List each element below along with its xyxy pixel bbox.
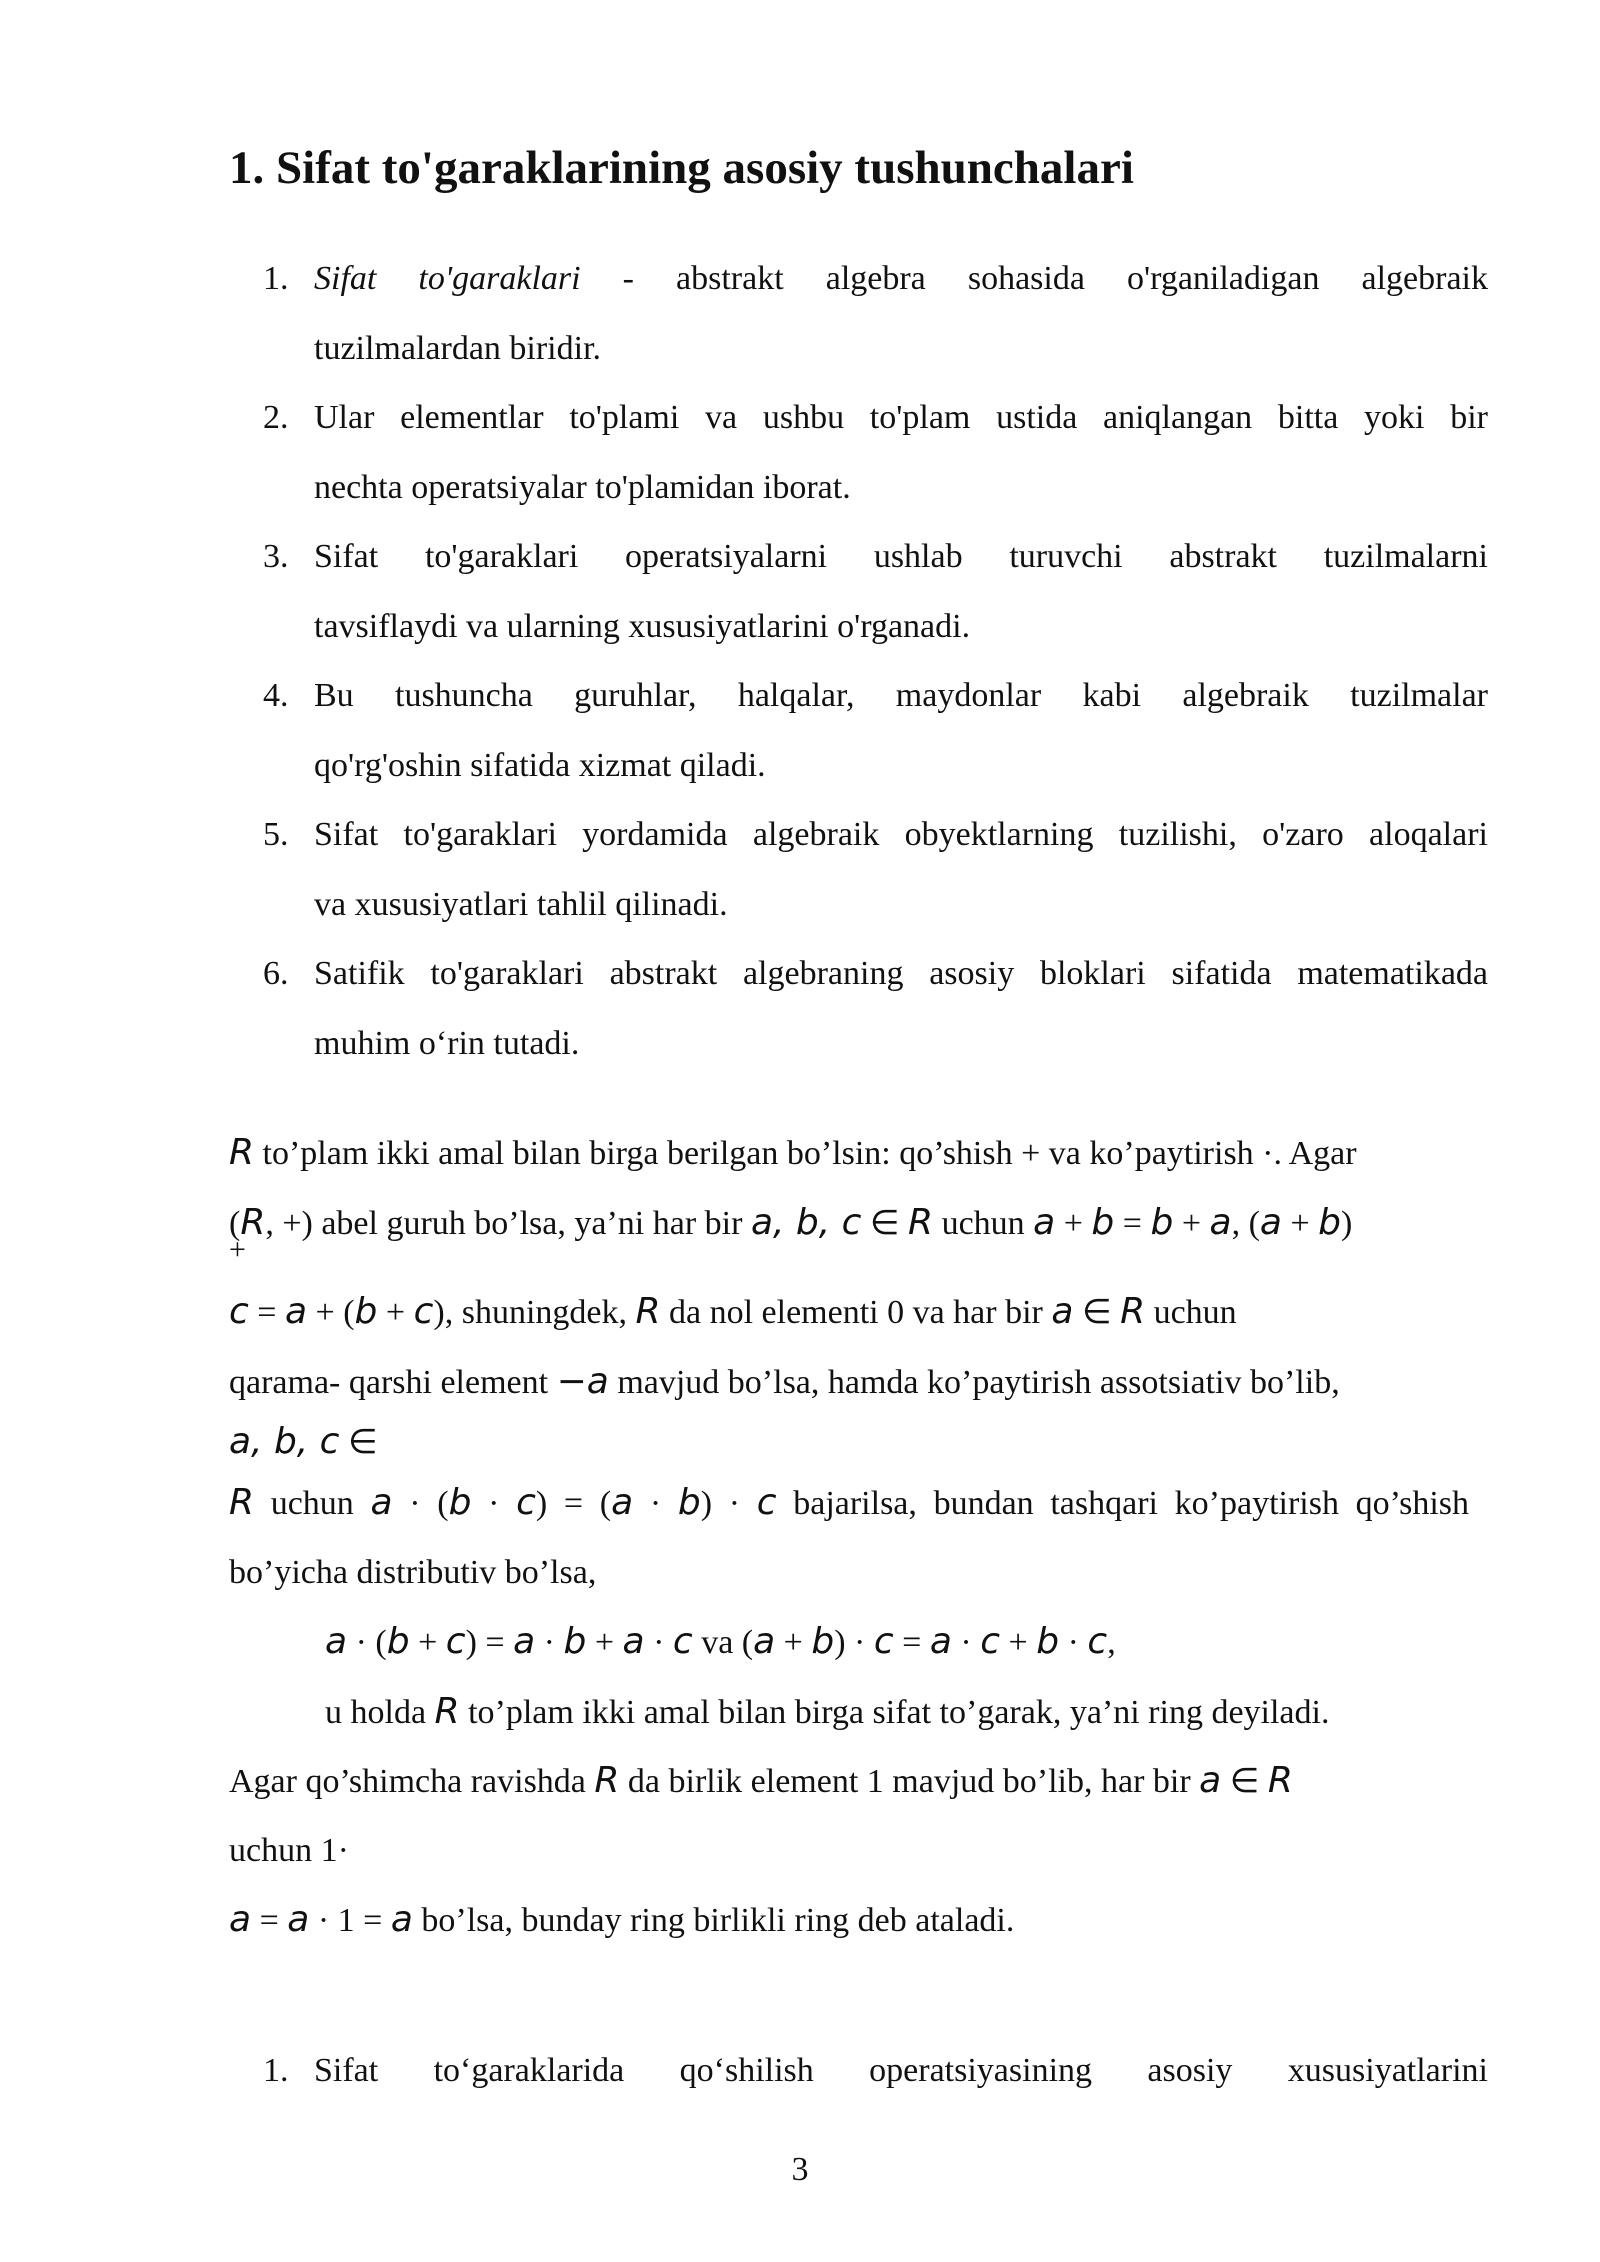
list-item [263,522,1488,661]
list-item [263,383,1488,522]
ring-definition [229,1118,1499,1955]
definition-line: Agar qo’shimcha ravishda R da birlik element 1 mavjud bo’lib, har bir a ∈ R [229,1760,1293,1801]
list-item-line: va xususiyatlari tahlil qilinadi. [314,885,728,923]
list-item [263,2036,1488,2106]
definition-line: (R, +) abel guruh bo’lsa, ya’ni har bir a, b, c ∈ R uchun a + b = b + a, (a + b) [229,1201,1353,1243]
list-item-line: Sifat to'garaklari - abstrakt algebra sohasida o'rganiladigan algebraik [314,260,1488,297]
definition-line: a, b, c ∈ [229,1421,378,1462]
list-number: 2. [263,399,289,436]
list-number: 1. [263,2052,289,2089]
list-item-line: Sifat to‘garaklarida qo‘shilish operatsiyasining asosiy xususiyatlarini [314,2052,1488,2089]
list-item-line: Sifat to'garaklari yordamida algebraik obyektlarning tuzilishi, o'zaro aloqalari [314,816,1488,853]
list-item-line: Ular elementlar to'plami va ushbu to'plam ustida aniqlangan bitta yoki bir [314,399,1488,436]
list-number: 5. [263,816,289,853]
list-item [263,661,1488,800]
list-number: 1. [263,260,289,297]
list-item [263,244,1488,383]
definition-line: a = a · 1 = a bo’lsa, bunday ring birlikli ring deb ataladi. [229,1899,1015,1940]
definition-line: qarama- qarshi element −a mavjud bo’lsa, hamda ko’paytirish assotsiativ bo’lib, [229,1360,1340,1402]
list-item-line: Bu tushuncha guruhlar, halqalar, maydonlar kabi algebraik tuzilmalar [314,677,1488,714]
list-item-line: qo'rg'oshin sifatida xizmat qiladi. [314,746,766,784]
concept-list [263,244,1488,1078]
definition-line: R to’plam ikki amal bilan birga berilgan bo’lsin: qo’shish + va ko’paytirish ·. Agar [229,1132,1357,1173]
list-item-line: Satifik to'garaklari abstrakt algebraning asosiy bloklari sifatida matematikada [314,955,1488,992]
distributive-formula: a · (b + c) = a · b + a · c va (a + b) · c = a · c + b · c, [325,1621,1116,1662]
list-number: 6. [263,955,289,992]
page-number: 3 [791,2151,809,2188]
list-number: 4. [263,677,289,714]
definition-line: R uchun a · (b · c) = (a · b) · c bajarilsa, bundan tashqari ko’paytirish qo’shish [229,1482,1470,1523]
definition-line: uchun 1· [229,1831,349,1869]
list-item-line: tuzilmalardan biridir. [314,329,602,367]
list-item [263,800,1488,939]
definition-line: c = a + (b + c), shuningdek, R da nol elementi 0 va har bir a ∈ R uchun [229,1291,1237,1332]
list-item-line: nechta operatsiyalar to'plamidan iborat. [314,468,851,506]
term: Sifat to'garaklari [314,260,581,297]
list-number: 3. [263,538,289,575]
list-item [263,939,1488,1078]
properties-list [263,2036,1488,2106]
list-item-line: Sifat to'garaklari operatsiyalarni ushlab turuvchi abstrakt tuzilmalarni [314,538,1488,575]
list-item-line: tavsiflaydi va ularning xususiyatlarini o'rganadi. [314,607,971,645]
definition-line: + [229,1233,246,1266]
section-heading: 1. Sifat to'garaklarining asosiy tushunchalari [229,142,1134,194]
list-item-line: muhim o‘rin tutadi. [314,1024,580,1062]
definition-line: u holda R to’plam ikki amal bilan birga sifat to’garak, ya’ni ring deyiladi. [325,1690,1330,1732]
definition-line: bo’yicha distributiv bo’lsa, [229,1553,597,1591]
